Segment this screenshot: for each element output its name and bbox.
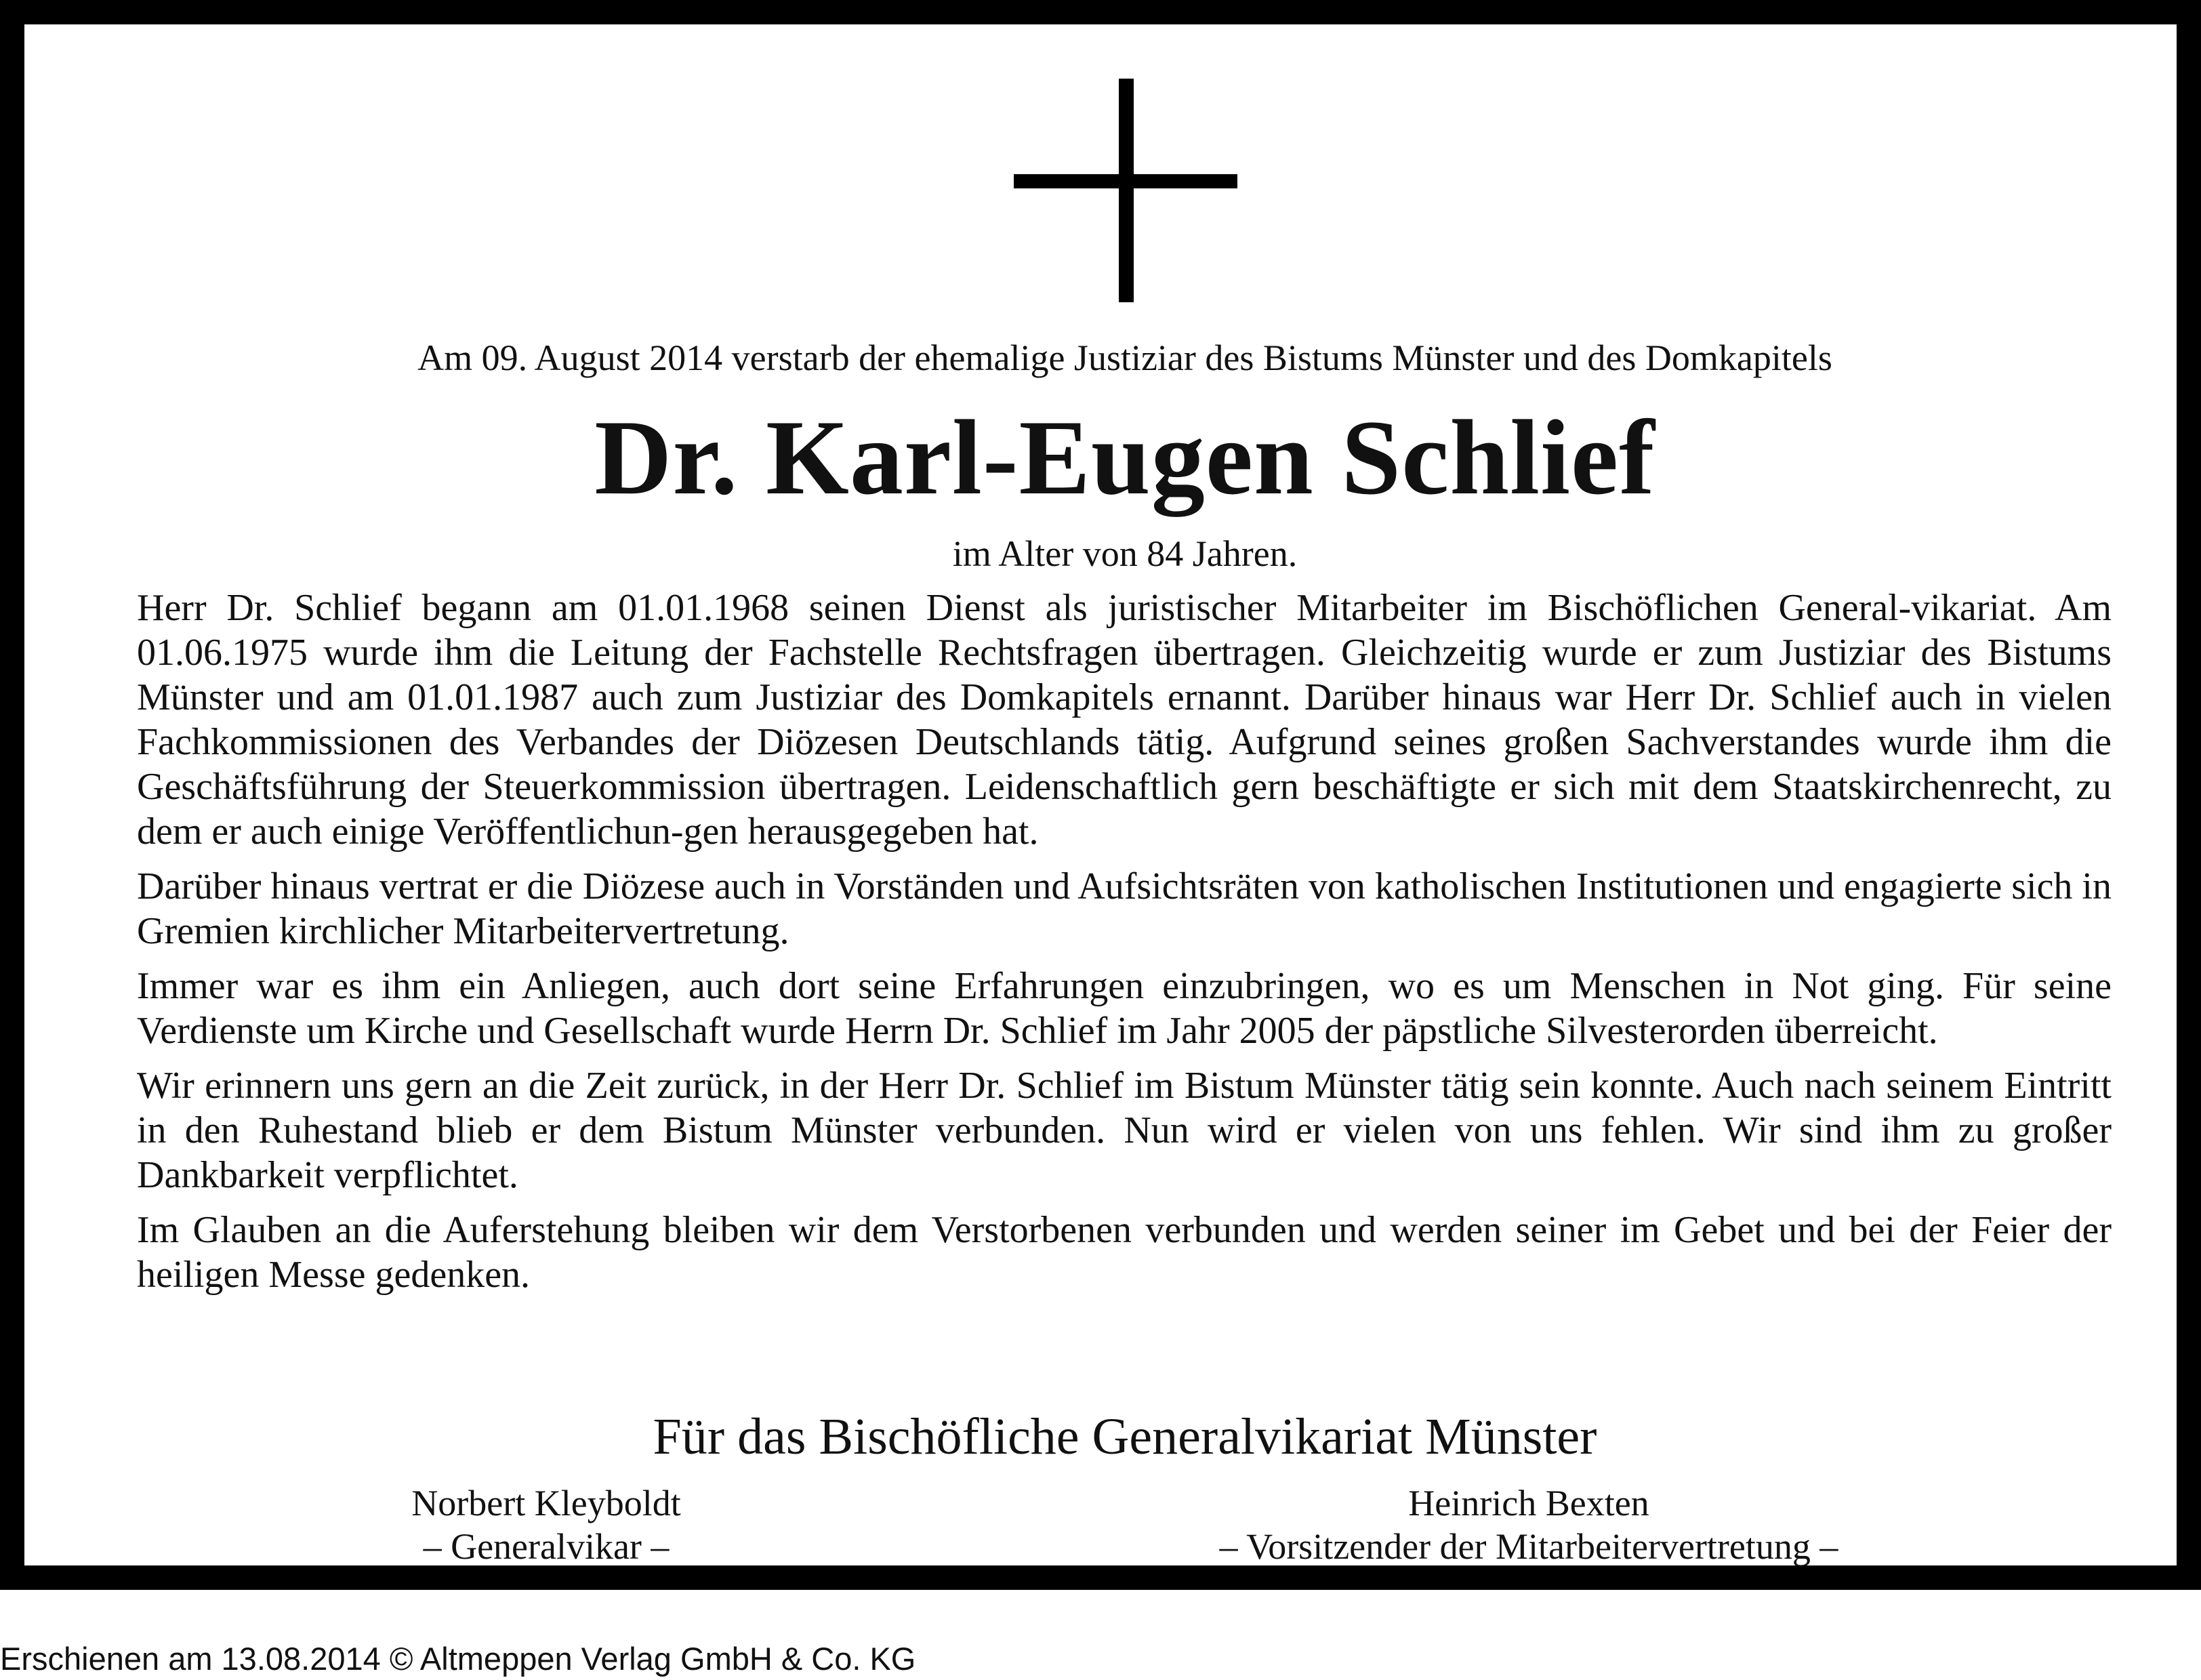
deceased-age: im Alter von 84 Jahren.	[952, 533, 1298, 574]
signature-right	[1048, 1481, 2010, 1568]
signatory-name: Heinrich Bexten	[1408, 1483, 1649, 1523]
notice-intro: Am 09. August 2014 verstarb der ehemalige Justiziar des Bistums Münster und des Domkapitels	[417, 337, 1832, 378]
deceased-name: Dr. Karl-Eugen Schlief	[594, 398, 1655, 517]
signatory-role: – Generalvikar –	[423, 1526, 670, 1567]
signature-left	[316, 1481, 777, 1568]
obituary-paragraph-career: Herr Dr. Schlief begann am 01.01.1968 seinen Dienst als juristischer Mitarbeiter im Bischöflichen General-vikariat. Am 01.06.1975 wurde ihm die Leitung der Fachstelle Rechtsfragen übertragen. Gleichzeitig wurde er zum Justiziar des Bistums Münster und am 01.01.1987 auch zum Justiziar des Domkapitels ernannt. Darüber hinaus war Herr Dr. Schlief auch in vielen Fachkommissionen des Verbandes der Diözesen Deutschlands tätig. Aufgrund seines großen Sachverstandes wurde ihm die Geschäftsführung der Steuerkommission übertragen. Leidenschaftlich gern beschäftigte er sich mit dem Staatskirchenrecht, zu dem er auch einige Veröffentlichun-gen herausgegeben hat.	[137, 587, 2112, 853]
cross-vertical-bar	[1119, 79, 1134, 302]
obituary-paragraph-institutions: Darüber hinaus vertrat er die Diözese auch in Vorständen und Aufsichtsräten von katholischen Institutionen und engagierte sich in Gremien kirchlicher Mitarbeitervertretung.	[137, 865, 2112, 952]
cross-horizontal-bar	[1014, 174, 1237, 188]
signatory-role: – Vorsitzender der Mitarbeitervertretung –	[1219, 1526, 1838, 1567]
obituary-paragraph-remembrance: Wir erinnern uns gern an die Zeit zurück, in der Herr Dr. Schlief im Bistum Münster tätig sein konnte. Auch nach seinem Eintritt in den Ruhestand blieb er dem Bistum Münster verbunden. Nun wird er vielen von uns fehlen. Wir sind ihm zu großer Dankbarkeit verpflichtet.	[137, 1065, 2112, 1196]
closing-organization: Für das Bischöfliche Generalvikariat Münster	[653, 1408, 1597, 1465]
obituary-paragraph-faith: Im Glauben an die Auferstehung bleiben wir dem Verstorbenen verbunden und werden seiner im Gebet und bei der Feier der heiligen Messe gedenken.	[137, 1209, 2112, 1296]
obituary-paragraph-merits: Immer war es ihm ein Anliegen, auch dort seine Erfahrungen einzubringen, wo es um Menschen in Not ging. Für seine Verdienste um Kirche und Gesellschaft wurde Herrn Dr. Schlief im Jahr 2005 der päpstliche Silvesterorden überreicht.	[137, 965, 2112, 1052]
publication-footer: Erschienen am 13.08.2014 © Altmeppen Verlag GmbH & Co. KG	[0, 1641, 916, 1677]
obituary-body	[137, 586, 2112, 1307]
signatory-name: Norbert Kleyboldt	[411, 1483, 681, 1523]
latin-cross-icon	[1014, 79, 1237, 302]
